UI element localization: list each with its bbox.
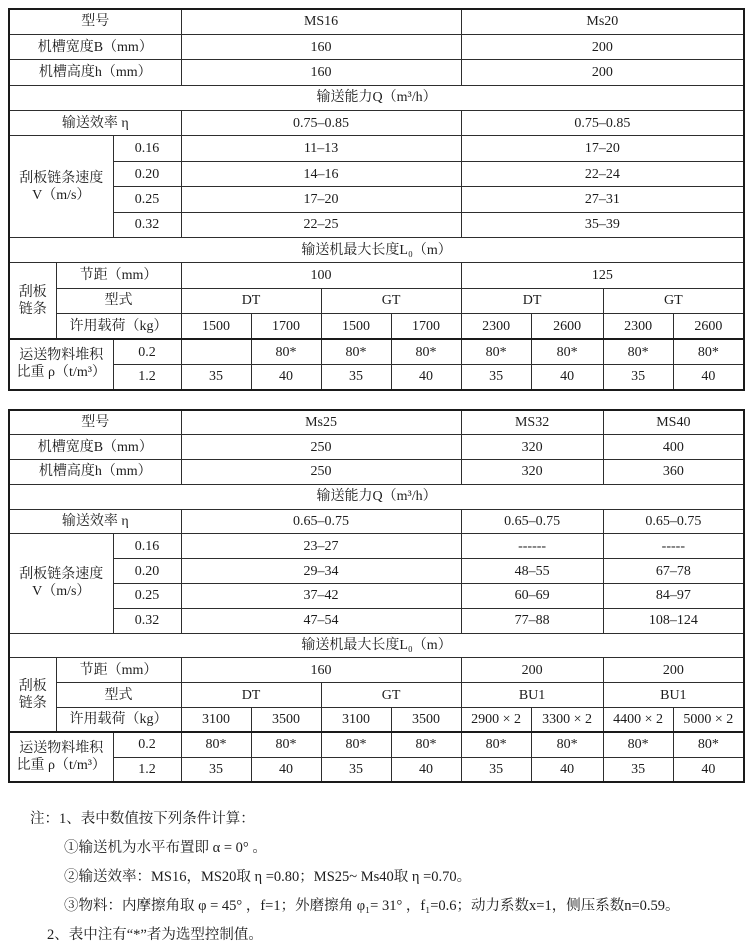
row-max-length-band xyxy=(9,633,744,658)
density-value: 40 xyxy=(391,757,461,782)
trough-width-value: 400 xyxy=(603,435,744,460)
capacity-band-label: 输送能力Q（m³/h） xyxy=(9,484,744,509)
load-value: 2900 × 2 xyxy=(461,707,531,732)
trough-height-value: 320 xyxy=(461,459,603,484)
density-value: 35 xyxy=(603,364,673,389)
row-load xyxy=(9,707,744,732)
load-value: 4400 × 2 xyxy=(603,707,673,732)
speed-value: 29–34 xyxy=(181,559,461,584)
load-value: 2300 xyxy=(461,314,531,339)
density-value: 40 xyxy=(531,757,603,782)
density-value: 80* xyxy=(603,732,673,757)
row-trough-height xyxy=(9,60,744,85)
density-value: 80* xyxy=(603,339,673,364)
chain-type-value: GT xyxy=(321,683,461,708)
speed-sub-label: 0.16 xyxy=(113,136,181,161)
density-value: 80* xyxy=(531,339,603,364)
speed-value: 22–25 xyxy=(181,212,461,237)
trough-height-value: 160 xyxy=(181,60,461,85)
speed-value: 22–24 xyxy=(461,161,744,186)
row-speed-032 xyxy=(9,608,744,633)
speed-value: 27–31 xyxy=(461,187,744,212)
load-value: 2600 xyxy=(673,314,744,339)
speed-value: 108–124 xyxy=(603,608,744,633)
density-value: 35 xyxy=(181,757,251,782)
load-value: 2600 xyxy=(531,314,603,339)
density-label: 运送物料堆积 比重 ρ（t/m³） xyxy=(9,339,113,390)
max-length-band-label: 输送机最大长度L₀（m） xyxy=(9,238,744,263)
row-capacity-band xyxy=(9,85,744,110)
row-efficiency xyxy=(9,111,744,136)
density-value: 40 xyxy=(391,364,461,389)
row-speed-016 xyxy=(9,136,744,161)
row-density-02 xyxy=(9,732,744,757)
pitch-value: 200 xyxy=(603,658,744,683)
spec-table-ms16-ms20 xyxy=(8,8,745,391)
density-label: 运送物料堆积 比重 ρ（t/m³） xyxy=(9,732,113,782)
load-value: 1500 xyxy=(181,314,251,339)
density-value: 80* xyxy=(391,339,461,364)
density-sub-label: 0.2 xyxy=(113,339,181,364)
trough-height-value: 250 xyxy=(181,459,461,484)
row-speed-020 xyxy=(9,559,744,584)
trough-height-label: 机槽高度h（mm） xyxy=(9,459,181,484)
capacity-band-label: 输送能力Q（m³/h） xyxy=(9,85,744,110)
speed-value: 48–55 xyxy=(461,559,603,584)
speed-sub-label: 0.16 xyxy=(113,534,181,559)
row-efficiency xyxy=(9,509,744,534)
density-value: 40 xyxy=(673,364,744,389)
row-model xyxy=(9,410,744,435)
speed-sub-label: 0.32 xyxy=(113,608,181,633)
pitch-value: 100 xyxy=(181,263,461,288)
trough-height-value: 200 xyxy=(461,60,744,85)
trough-height-value: 360 xyxy=(603,459,744,484)
model-label: 型号 xyxy=(9,9,181,34)
speed-value: ------ xyxy=(461,534,603,559)
load-value: 2300 xyxy=(603,314,673,339)
speed-value: 14–16 xyxy=(181,161,461,186)
speed-value: 84–97 xyxy=(603,583,744,608)
row-density-02 xyxy=(9,339,744,364)
load-value: 3500 xyxy=(391,707,461,732)
speed-value: 17–20 xyxy=(461,136,744,161)
speed-value: 67–78 xyxy=(603,559,744,584)
speed-value: 37–42 xyxy=(181,583,461,608)
row-pitch xyxy=(9,263,744,288)
row-density-12 xyxy=(9,757,744,782)
speed-value: ----- xyxy=(603,534,744,559)
chain-type-value: GT xyxy=(603,288,744,313)
trough-width-label: 机槽宽度B（mm） xyxy=(9,435,181,460)
trough-width-value: 160 xyxy=(181,34,461,59)
pitch-value: 160 xyxy=(181,658,461,683)
density-value: 80* xyxy=(461,732,531,757)
row-speed-025 xyxy=(9,583,744,608)
speed-value: 47–54 xyxy=(181,608,461,633)
efficiency-value: 0.75–0.85 xyxy=(461,111,744,136)
efficiency-value: 0.65–0.75 xyxy=(181,509,461,534)
chain-group-label: 刮板 链条 xyxy=(9,263,56,339)
density-value: 35 xyxy=(461,757,531,782)
load-value: 1700 xyxy=(251,314,321,339)
row-speed-032 xyxy=(9,212,744,237)
chain-type-label: 型式 xyxy=(56,288,181,313)
model-value: Ms25 xyxy=(181,410,461,435)
load-value: 3100 xyxy=(321,707,391,732)
density-value: 80* xyxy=(251,732,321,757)
row-speed-020 xyxy=(9,161,744,186)
model-value: MS32 xyxy=(461,410,603,435)
density-value: 80* xyxy=(461,339,531,364)
row-density-12 xyxy=(9,364,744,389)
speed-value: 35–39 xyxy=(461,212,744,237)
pitch-value: 125 xyxy=(461,263,744,288)
density-sub-label: 1.2 xyxy=(113,757,181,782)
note-line-3: ②输送效率：MS16，MS20取 η =0.80；MS25~ Ms40取 η =0.70。 xyxy=(64,868,472,885)
note-line-4: ③物料：内摩擦角取 φ = 45° ，f=1；外磨擦角 φ₁= 31° ，f₁=0.6；动力系数x=1，侧压系数n=0.59。 xyxy=(64,897,680,914)
speed-sub-label: 0.20 xyxy=(113,559,181,584)
trough-height-label: 机槽高度h（mm） xyxy=(9,60,181,85)
row-pitch xyxy=(9,658,744,683)
density-value: 80* xyxy=(251,339,321,364)
max-length-band-label: 输送机最大长度L₀（m） xyxy=(9,633,744,658)
density-value: 35 xyxy=(321,364,391,389)
row-trough-width xyxy=(9,34,744,59)
chain-type-value: DT xyxy=(461,288,603,313)
density-value: 40 xyxy=(251,757,321,782)
model-value: MS16 xyxy=(181,9,461,34)
row-model xyxy=(9,9,744,34)
efficiency-value: 0.65–0.75 xyxy=(461,509,603,534)
density-value: 40 xyxy=(531,364,603,389)
chain-type-value: DT xyxy=(181,683,321,708)
row-load xyxy=(9,314,744,339)
row-speed-016 xyxy=(9,534,744,559)
load-value: 1500 xyxy=(321,314,391,339)
speed-label: 刮板链条速度 V（m/s） xyxy=(9,136,113,238)
speed-value: 11–13 xyxy=(181,136,461,161)
load-value: 3100 xyxy=(181,707,251,732)
pitch-value: 200 xyxy=(461,658,603,683)
chain-type-value: DT xyxy=(181,288,321,313)
chain-type-value: BU1 xyxy=(461,683,603,708)
speed-sub-label: 0.25 xyxy=(113,187,181,212)
density-value: 40 xyxy=(251,364,321,389)
row-chain-type xyxy=(9,288,744,313)
density-value: 35 xyxy=(181,364,251,389)
load-label: 许用载荷（kg） xyxy=(56,707,181,732)
density-sub-label: 1.2 xyxy=(113,364,181,389)
density-value: 80* xyxy=(181,732,251,757)
density-value xyxy=(181,339,251,364)
speed-sub-label: 0.20 xyxy=(113,161,181,186)
spec-table-ms25-ms40 xyxy=(8,409,745,783)
chain-type-value: GT xyxy=(321,288,461,313)
row-max-length-band xyxy=(9,238,744,263)
chain-type-label: 型式 xyxy=(56,683,181,708)
density-value: 80* xyxy=(531,732,603,757)
speed-label: 刮板链条速度 V（m/s） xyxy=(9,534,113,633)
chain-type-value: BU1 xyxy=(603,683,744,708)
trough-width-value: 200 xyxy=(461,34,744,59)
density-value: 80* xyxy=(321,339,391,364)
load-label: 许用载荷（kg） xyxy=(56,314,181,339)
speed-value: 77–88 xyxy=(461,608,603,633)
efficiency-value: 0.75–0.85 xyxy=(181,111,461,136)
density-value: 40 xyxy=(673,757,744,782)
model-value: MS40 xyxy=(603,410,744,435)
density-value: 80* xyxy=(673,339,744,364)
efficiency-label: 输送效率 η xyxy=(9,111,181,136)
density-sub-label: 0.2 xyxy=(113,732,181,757)
speed-sub-label: 0.32 xyxy=(113,212,181,237)
density-value: 80* xyxy=(673,732,744,757)
density-value: 80* xyxy=(321,732,391,757)
speed-value: 23–27 xyxy=(181,534,461,559)
footnotes xyxy=(8,805,743,942)
trough-width-label: 机槽宽度B（mm） xyxy=(9,34,181,59)
note-line-5: 2、表中注有“*”者为选型控制值。 xyxy=(47,926,263,942)
chain-group-label: 刮板 链条 xyxy=(9,658,56,732)
density-value: 35 xyxy=(603,757,673,782)
trough-width-value: 250 xyxy=(181,435,461,460)
speed-value: 60–69 xyxy=(461,583,603,608)
speed-sub-label: 0.25 xyxy=(113,583,181,608)
density-value: 35 xyxy=(461,364,531,389)
row-chain-type xyxy=(9,683,744,708)
trough-width-value: 320 xyxy=(461,435,603,460)
load-value: 1700 xyxy=(391,314,461,339)
model-label: 型号 xyxy=(9,410,181,435)
speed-value: 17–20 xyxy=(181,187,461,212)
note-line-1: 注：1、表中数值按下列条件计算： xyxy=(30,810,255,827)
row-trough-width xyxy=(9,435,744,460)
load-value: 3300 × 2 xyxy=(531,707,603,732)
row-trough-height xyxy=(9,459,744,484)
efficiency-label: 输送效率 η xyxy=(9,509,181,534)
pitch-label: 节距（mm） xyxy=(56,658,181,683)
density-value: 80* xyxy=(391,732,461,757)
density-value: 35 xyxy=(321,757,391,782)
load-value: 5000 × 2 xyxy=(673,707,744,732)
note-line-2: ①输送机为水平布置即 α = 0° 。 xyxy=(64,839,267,856)
row-speed-025 xyxy=(9,187,744,212)
load-value: 3500 xyxy=(251,707,321,732)
efficiency-value: 0.65–0.75 xyxy=(603,509,744,534)
row-capacity-band xyxy=(9,484,744,509)
pitch-label: 节距（mm） xyxy=(56,263,181,288)
model-value: Ms20 xyxy=(461,9,744,34)
